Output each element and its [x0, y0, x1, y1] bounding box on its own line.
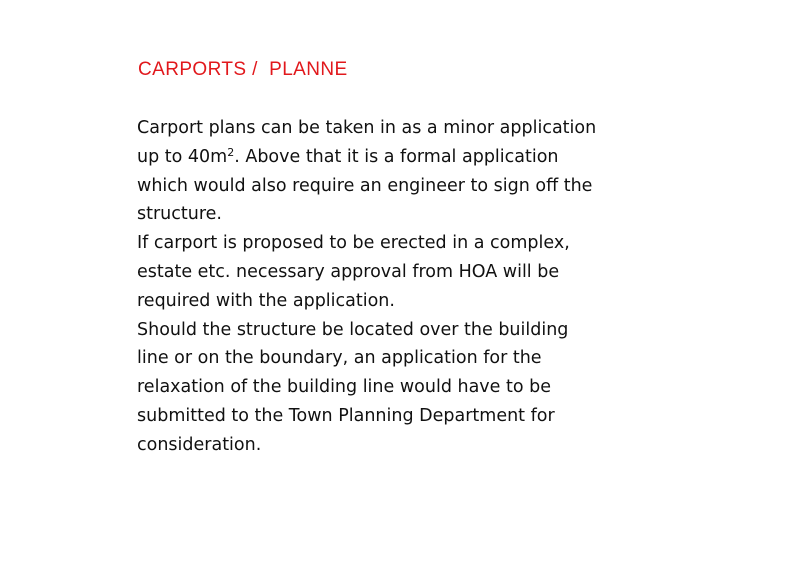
- text-line: consideration.: [137, 434, 262, 455]
- document-body: [137, 114, 667, 460]
- text-line: which would also require an engineer to sign off the: [137, 175, 593, 196]
- text-line: [137, 143, 667, 172]
- paragraph-carport-plans: [137, 114, 667, 229]
- text-segment: up to 40m: [137, 146, 228, 167]
- superscript: 2: [227, 145, 235, 159]
- paragraph-complex-estate: [137, 229, 667, 315]
- text-line: Should the structure be located over the building: [137, 319, 569, 340]
- text-segment: . Above that it is a formal application: [234, 146, 559, 167]
- text-line: line or on the boundary, an application for the: [137, 348, 542, 369]
- text-line: relaxation of the building line would have to be: [137, 377, 551, 398]
- page-title: CARPORTS / PLANNE: [138, 59, 348, 80]
- text-line: Carport plans can be taken in as a minor application: [137, 118, 597, 138]
- text-line: structure.: [137, 204, 222, 225]
- text-line: submitted to the Town Planning Department for: [137, 405, 555, 426]
- text-line: required with the application.: [137, 290, 395, 311]
- paragraph-building-line: [137, 316, 667, 460]
- text-line: estate etc. necessary approval from HOA will be: [137, 261, 560, 282]
- text-line: If carport is proposed to be erected in a complex,: [137, 233, 570, 254]
